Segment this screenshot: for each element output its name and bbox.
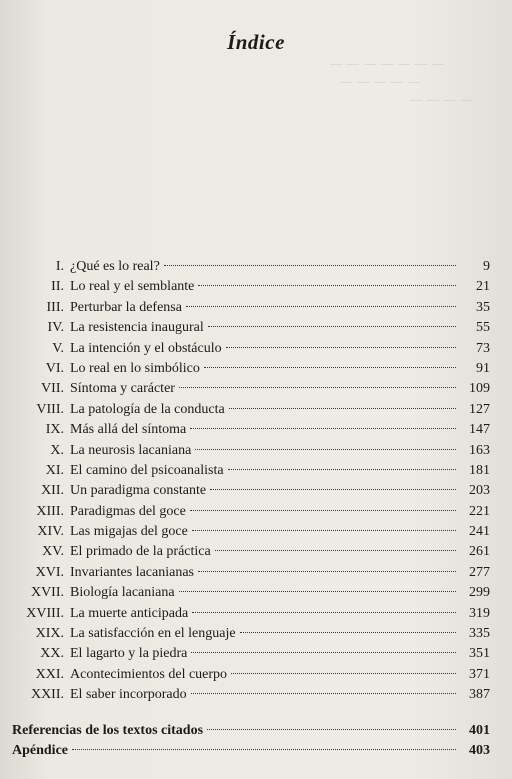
toc-entry[interactable]: [12, 644, 490, 664]
toc-entry[interactable]: [12, 318, 490, 338]
page-number: 127: [469, 401, 490, 417]
page-number: 35: [476, 299, 490, 315]
chapter-number: XIX.: [35, 626, 64, 642]
page-number: 387: [469, 687, 490, 703]
dot-leader: [72, 749, 456, 750]
chapter-number: X.: [50, 442, 64, 458]
toc-entry[interactable]: [12, 298, 490, 318]
dot-leader: [198, 285, 456, 286]
page-title: Índice: [227, 30, 285, 54]
dot-leader: [191, 652, 456, 653]
back-matter: [12, 721, 490, 762]
chapter-number: XVII.: [30, 585, 64, 601]
chapter-number: VII.: [41, 381, 64, 397]
page-number: 319: [469, 605, 490, 621]
toc-entry[interactable]: [12, 420, 490, 440]
bleed-through-text: — — — —: [410, 92, 474, 106]
toc-entry[interactable]: [12, 461, 490, 481]
page-number: 21: [476, 279, 490, 295]
toc-entry-references[interactable]: [12, 721, 490, 741]
dot-leader: [229, 408, 456, 409]
toc-entry[interactable]: [12, 685, 490, 705]
page-number: 241: [469, 524, 490, 540]
dot-leader: [192, 612, 456, 613]
page-number: 335: [469, 626, 490, 642]
dot-leader: [226, 347, 456, 348]
toc-entry[interactable]: [12, 583, 490, 603]
table-of-contents: [12, 257, 490, 706]
chapter-title: Perturbar la defensa: [70, 299, 182, 315]
dot-leader: [195, 449, 456, 450]
dot-leader: [215, 550, 456, 551]
page-number: 277: [469, 564, 490, 580]
dot-leader: [231, 673, 456, 674]
page-number: 221: [469, 503, 490, 519]
chapter-title: El lagarto y la piedra: [70, 646, 188, 662]
page-number: 9: [483, 259, 490, 274]
chapter-title: El saber incorporado: [70, 687, 187, 703]
toc-entry[interactable]: [12, 257, 490, 277]
chapter-title: Las migajas del goce: [70, 524, 188, 540]
chapter-number: VI.: [45, 360, 64, 376]
chapter-title: La intención y el obstáculo: [70, 340, 222, 356]
dot-leader: [228, 469, 456, 470]
chapter-title: El camino del psicoanalista: [70, 462, 224, 478]
chapter-title: Lo real y el semblante: [70, 279, 195, 295]
toc-entry-appendix[interactable]: [12, 741, 490, 761]
page-number: 73: [476, 340, 490, 356]
page-number: 91: [476, 360, 490, 376]
chapter-number: XI.: [45, 462, 64, 478]
dot-leader: [204, 367, 456, 368]
toc-entry[interactable]: [12, 481, 490, 501]
page-number: 401: [469, 723, 490, 738]
dot-leader: [190, 428, 456, 429]
chapter-title: ¿Qué es lo real?: [70, 259, 160, 274]
page-number: 261: [469, 544, 490, 560]
toc-entry[interactable]: [12, 604, 490, 624]
toc-entry[interactable]: [12, 379, 490, 399]
toc-entry[interactable]: [12, 277, 490, 297]
page-number: 181: [469, 462, 490, 478]
chapter-number: VIII.: [36, 401, 64, 417]
section-title: Referencias de los textos citados: [12, 723, 204, 738]
dot-leader: [164, 265, 456, 266]
chapter-number: XX.: [40, 646, 64, 662]
chapter-title: Lo real en lo simbólico: [70, 360, 200, 376]
chapter-number: V.: [52, 340, 64, 356]
chapter-title: La patología de la conducta: [70, 401, 225, 417]
chapter-number: XV.: [42, 544, 64, 560]
toc-entry[interactable]: [12, 441, 490, 461]
chapter-title: La resistencia inaugural: [70, 320, 204, 336]
chapter-number: XII.: [41, 483, 64, 499]
page-number: 55: [476, 320, 490, 336]
chapter-number: II.: [51, 279, 64, 295]
toc-entry[interactable]: [12, 502, 490, 522]
toc-entry[interactable]: [12, 624, 490, 644]
page-number: 147: [469, 422, 490, 438]
chapter-number: XXI.: [35, 666, 64, 682]
dot-leader: [191, 693, 456, 694]
page-number: 109: [469, 381, 490, 397]
chapter-number: XIV.: [37, 524, 64, 540]
page-number: 403: [469, 743, 490, 759]
dot-leader: [240, 632, 456, 633]
chapter-title: La satisfacción en el lenguaje: [70, 626, 236, 642]
page-number: 371: [469, 666, 490, 682]
page-number: 203: [469, 483, 490, 499]
chapter-title: El primado de la práctica: [70, 544, 211, 560]
chapter-number: IV.: [47, 320, 64, 336]
dot-leader: [192, 530, 456, 531]
chapter-title: Paradigmas del goce: [70, 503, 186, 519]
chapter-number: XVI.: [35, 564, 64, 580]
toc-entry[interactable]: [12, 665, 490, 685]
chapter-title: Más allá del síntoma: [70, 422, 187, 438]
chapter-title: La muerte anticipada: [70, 605, 189, 621]
chapter-title: Invariantes lacanianas: [70, 564, 194, 580]
chapter-title: Biología lacaniana: [70, 585, 175, 601]
chapter-number: XXII.: [30, 687, 64, 703]
dot-leader: [179, 591, 456, 592]
chapter-number: XIII.: [36, 503, 64, 519]
chapter-number: IX.: [45, 422, 64, 438]
dot-leader: [198, 571, 456, 572]
dot-leader: [207, 729, 456, 730]
toc-entry[interactable]: [12, 339, 490, 359]
chapter-title: La neurosis lacaniana: [70, 442, 192, 458]
chapter-number: I.: [55, 259, 64, 274]
dot-leader: [179, 387, 456, 388]
page-number: 351: [469, 646, 490, 662]
toc-entry[interactable]: [12, 400, 490, 420]
bleed-through-text: — — — — — — —: [330, 56, 445, 70]
toc-entry[interactable]: [12, 359, 490, 379]
page-number: 163: [469, 442, 490, 458]
dot-leader: [186, 306, 456, 307]
chapter-number: III.: [46, 299, 64, 315]
dot-leader: [210, 489, 456, 490]
bleed-through-text: — — — — —: [340, 74, 421, 88]
chapter-title: Acontecimientos del cuerpo: [70, 666, 228, 682]
page-number: 299: [469, 585, 490, 601]
dot-leader: [208, 326, 456, 327]
chapter-title: Síntoma y carácter: [70, 381, 175, 397]
toc-entry[interactable]: [12, 542, 490, 562]
chapter-number: XVIII.: [26, 605, 64, 621]
toc-entry[interactable]: [12, 522, 490, 542]
dot-leader: [190, 510, 456, 511]
chapter-title: Un paradigma constante: [70, 483, 207, 499]
toc-entry[interactable]: [12, 563, 490, 583]
section-title: Apéndice: [12, 743, 68, 759]
